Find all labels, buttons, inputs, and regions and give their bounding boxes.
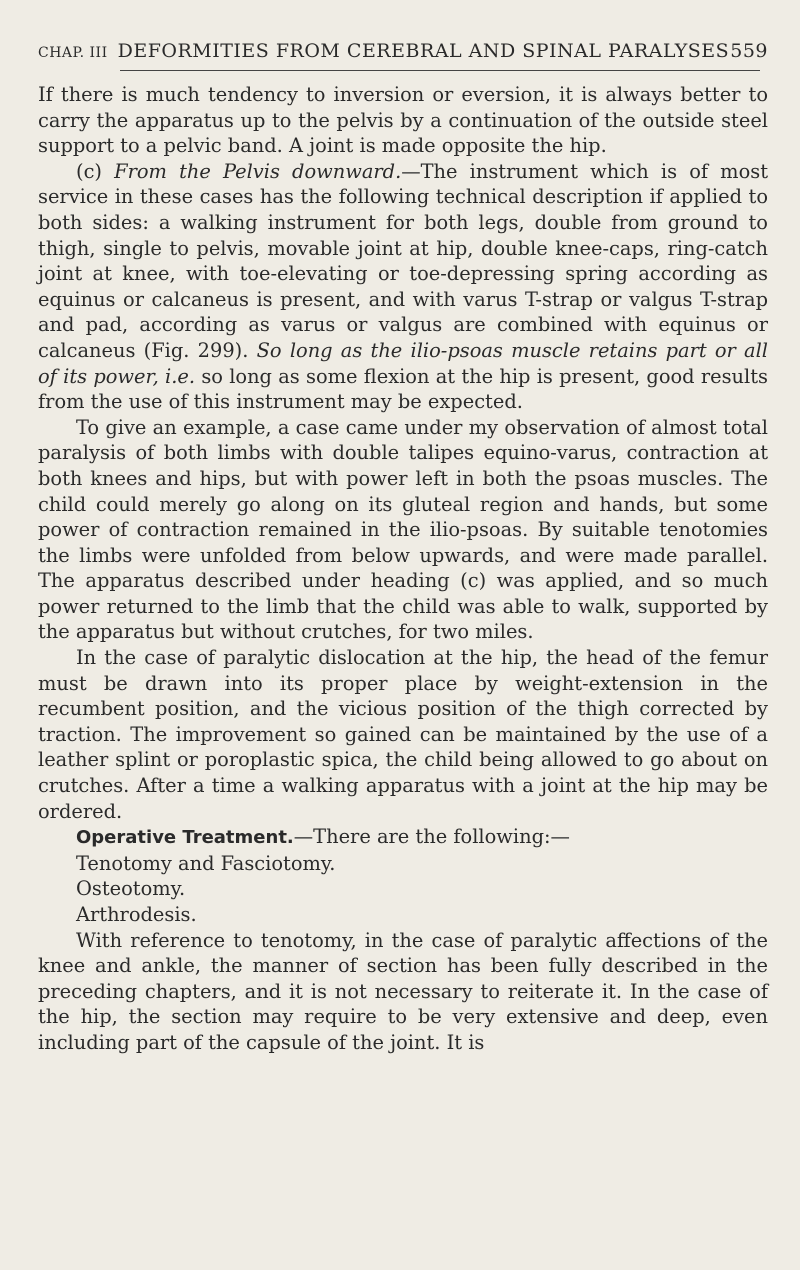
paragraph-2-end: so long as some flexion at the hip is present, good results from the use of this instrument may be expected. [38, 364, 768, 414]
paragraph-5: With reference to tenotomy, in the case of paralytic affections of the knee and ankle, the manner of section has been fully described in the preceding chapters, and it is not necessary to reiterate it. In the case of the hip, the section may require to be very extensive and deep, even including part of the capsule of the joint. It is [38, 928, 768, 1054]
header-rule [120, 70, 760, 71]
operative-paragraph [38, 824, 768, 851]
operative-text: —There are the following:— [293, 825, 570, 849]
paragraph-4: In the case of paralytic dislocation at the hip, the head of the femur must be drawn into its proper place by weight-extension in the recumbent position, and the vicious position of the thigh corrected by traction. The improvement so gained can be maintained by the use of a leather splint or poroplastic spica, the child being allowed to go about on crutches. After a time a walking apparatus with a joint at the hip may be ordered. [38, 646, 768, 823]
list-item: Tenotomy and Fasciotomy. [76, 851, 336, 875]
paragraph-3: To give an example, a case came under my observation of almost total paralysis of both limbs with double talipes equino-varus, contraction at both knees and hips, but with power left in both the psoas muscles. The child could merely go along on its gluteal region and hands, but some power of contraction remained in the ilio-psoas. By suitable tenotomies the limbs were unfolded from below upwards, and were made parallel. The apparatus described under heading (c) was applied, and so much power returned to the limb that the child was able to walk, supported by the apparatus but without crutches, for two miles. [38, 415, 768, 644]
paragraph-2-italic: So long as the ilio-psoas muscle retains part or all of its power, i.e. [38, 338, 768, 388]
list-item: Arthrodesis. [76, 903, 197, 926]
list-item: Osteotomy. [76, 877, 186, 901]
running-title: DEFORMITIES FROM CEREBRAL AND SPINAL PARALYSES [117, 40, 730, 62]
page-body [38, 82, 768, 1056]
operative-heading: Operative Treatment. [76, 827, 294, 849]
paragraph-1: If there is much tendency to inversion or eversion, it is always better to carry the apparatus up to the pelvis by a continuation of the outside steel support to a pelvic band. A joint is made opposite the hip. [38, 83, 768, 158]
running-header [38, 40, 768, 62]
section-heading: From the Pelvis downward. [114, 159, 402, 183]
paragraph-2-text: —The instrument which is of most service in these cases has the following technical description if applied to both sides: a walking instrument for both legs, double from ground to thigh, single to pelvis, movable joint at hip, double knee-caps, ring-catch joint at knee, with toe-elevating or toe-depressing spring according as equinus or calcaneus is present, and with varus T-strap or valgus T-strap and pad, according as varus or valgus are combined with equinus or calcaneus (Fig. 299). [38, 159, 768, 362]
paragraph-2 [38, 159, 768, 415]
section-label: (c) [76, 159, 102, 183]
chapter-label: CHAP. III [38, 45, 108, 61]
page-number: 559 [730, 40, 768, 62]
